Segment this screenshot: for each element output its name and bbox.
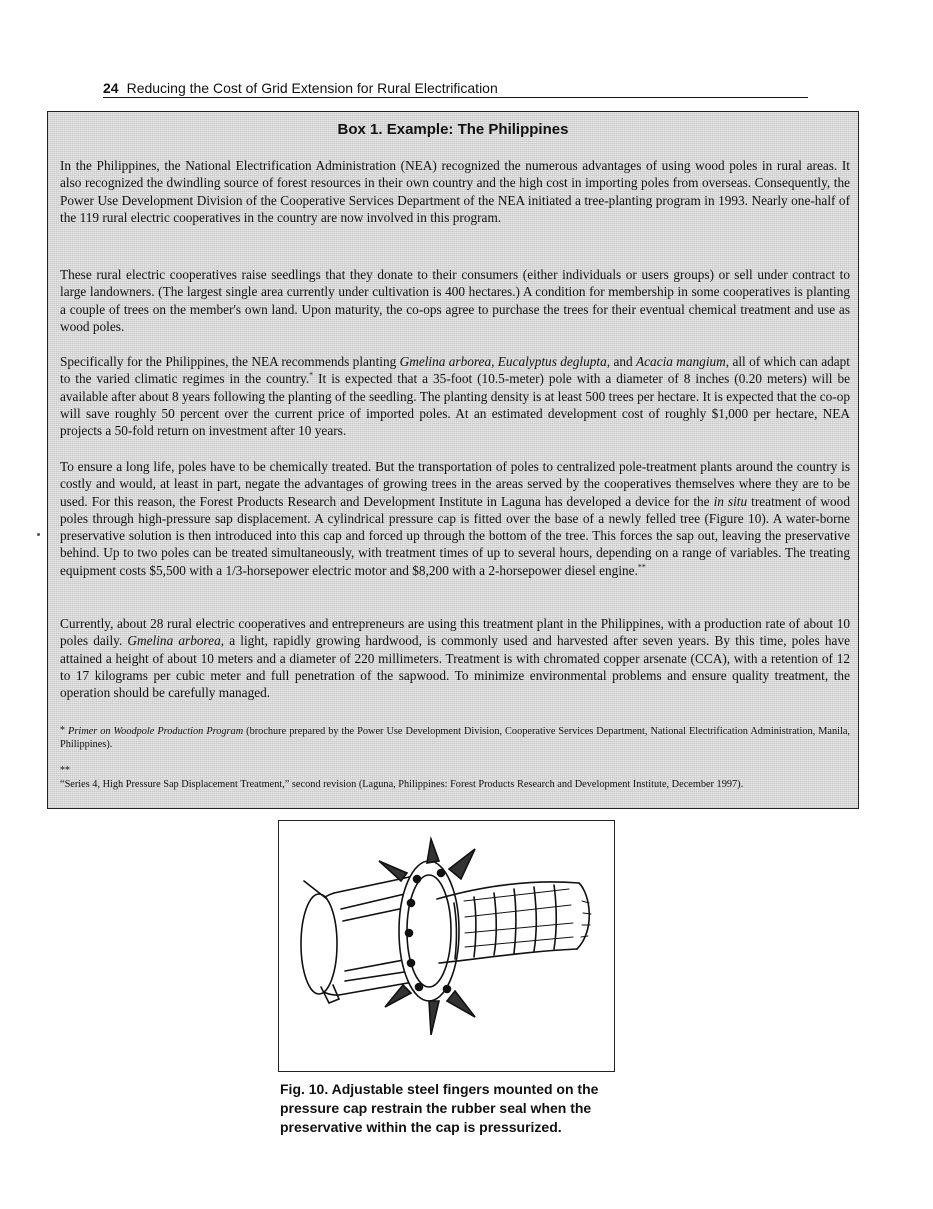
species-name: Eucalyptus deglupta (497, 354, 607, 369)
paragraph-text: , and (606, 354, 637, 369)
running-header (103, 80, 808, 98)
paragraph-text: , all of which can adapt to the varied climatic regimes in the country. (60, 354, 850, 387)
species-name: Acacia mangium (636, 354, 726, 369)
pressure-cap-illustration (279, 821, 614, 1071)
paragraph-text: , a light, rapidly growing hardwood, is commonly used and harvested after seven years. By this time, poles have attained a height of about 10 meters and a diameter of 220 millimeters. Treatment is with chromated copper arsenate (CCA), with a retention of 12 to 17 kilograms per cubic meter and full penetration of the sapwood. To minimize environmental problems and ensure quality treatment, the operation should be carefully managed. (60, 633, 850, 701)
paragraph-text: To ensure a long life, poles have to be chemically treated. But the transportation of poles to centralized pole-treatment plants around the country is costly and would, at least in part, negate the advantages of growing trees in the areas served by the cooperatives themselves where they are to be used. For this reason, the Forest Products Research and Development Institute in Laguna has developed a device for the (60, 459, 850, 509)
species-name: Gmelina arborea (127, 633, 221, 649)
footnote-marker: ** (637, 562, 646, 572)
footnote-title: Primer on Woodpole Production Program (68, 726, 244, 737)
page-number: 24 (103, 80, 119, 96)
paragraph-text: It is expected that a 35-foot (10.5-meter) pole with a diameter of 8 inches (0.20 meters) will be available after about 8 years following the planting of the seedling. The planting density is at least 500 trees per hectare. It is expected that the co-op will save roughly 50 percent over the current price of imported poles. At an estimated development cost of roughly $1,000 per hectare, NEA projects a 50-fold return on investment after 10 years. (60, 371, 851, 439)
box-paragraph-4 (60, 458, 850, 579)
footnote-text: “Series 4, High Pressure Sap Displacement Treatment,” second revision (Laguna, Philippines: Forest Products Research and Development Institute, December 1997). (60, 779, 744, 790)
footnote-mark: * (60, 725, 65, 736)
footnote-marker: * (309, 370, 314, 380)
paragraph-text: , (491, 354, 498, 369)
sidebar-box (47, 111, 859, 809)
species-name: Gmelina arborea (399, 354, 492, 369)
box-paragraph-1: In the Philippines, the National Electrification Administration (NEA) recognized the numerous advantages of using wood poles in rural areas. It also recognized the dwindling source of forest resources in their own country and the high cost in importing poles from overseas. Consequently, the Power Use Development Division of the Cooperative Services Department of the NEA initiated a tree-planting program in 1993. Nearly one-half of the 119 rural electric cooperatives in the country are now involved in this program. (60, 158, 850, 225)
box-paragraph-2: These rural electric cooperatives raise seedlings that they donate to their consumers (either individuals or users groups) or sell under contract to large landowners. (The largest single area currently under cultivation is 400 hectares.) A condition for membership in some cooperatives is planting a couple of trees on the member's own land. Upon maturity, the co-ops agree to purchase the trees for their eventual chemical treatment and use as wood poles. (60, 267, 850, 334)
footnote-1 (60, 724, 850, 751)
paragraph-text: Currently, about 28 rural electric cooperatives and entrepreneurs are using this treatment plant in the Philippines, with a production rate of about 10 poles daily. (60, 616, 850, 649)
paragraph-text: treatment of wood poles through high-pressure sap displacement. A cylindrical pressure cap is fitted over the base of a newly felled tree (Figure 10). A water-borne preservative solution is then introduced into this cap and forced up through the bottom of the tree. This forces the sap out, leaving the preservative behind. Up to two poles can be treated simultaneously, with treatment times of up to several hours, depending on a range of variables. The treating equipment costs $5,500 with a 1/3-horsepower electric motor and $8,200 with a 2-horsepower diesel engine. (60, 493, 850, 578)
latin-term: in situ (713, 493, 748, 509)
footnote-text: (brochure prepared by the Power Use Development Division, Cooperative Services Department, National Electrification Administration, Manila, Philippines). (60, 726, 850, 750)
box-title: Box 1. Example: The Philippines (337, 121, 569, 138)
footnote-mark: ** (60, 765, 70, 776)
running-title: Reducing the Cost of Grid Extension for Rural Electrification (126, 80, 498, 96)
box-paragraph-5 (60, 615, 850, 701)
box-paragraph-3 (60, 353, 850, 439)
figure-caption: Fig. 10. Adjustable steel fingers mounted on the pressure cap restrain the rubber seal when the preservative within the cap is pressurized. (280, 1081, 599, 1135)
figure-10 (278, 820, 615, 1072)
margin-mark (37, 533, 40, 536)
footnote-2 (60, 764, 850, 791)
paragraph-text: Specifically for the Philippines, the NEA recommends planting (60, 354, 400, 369)
